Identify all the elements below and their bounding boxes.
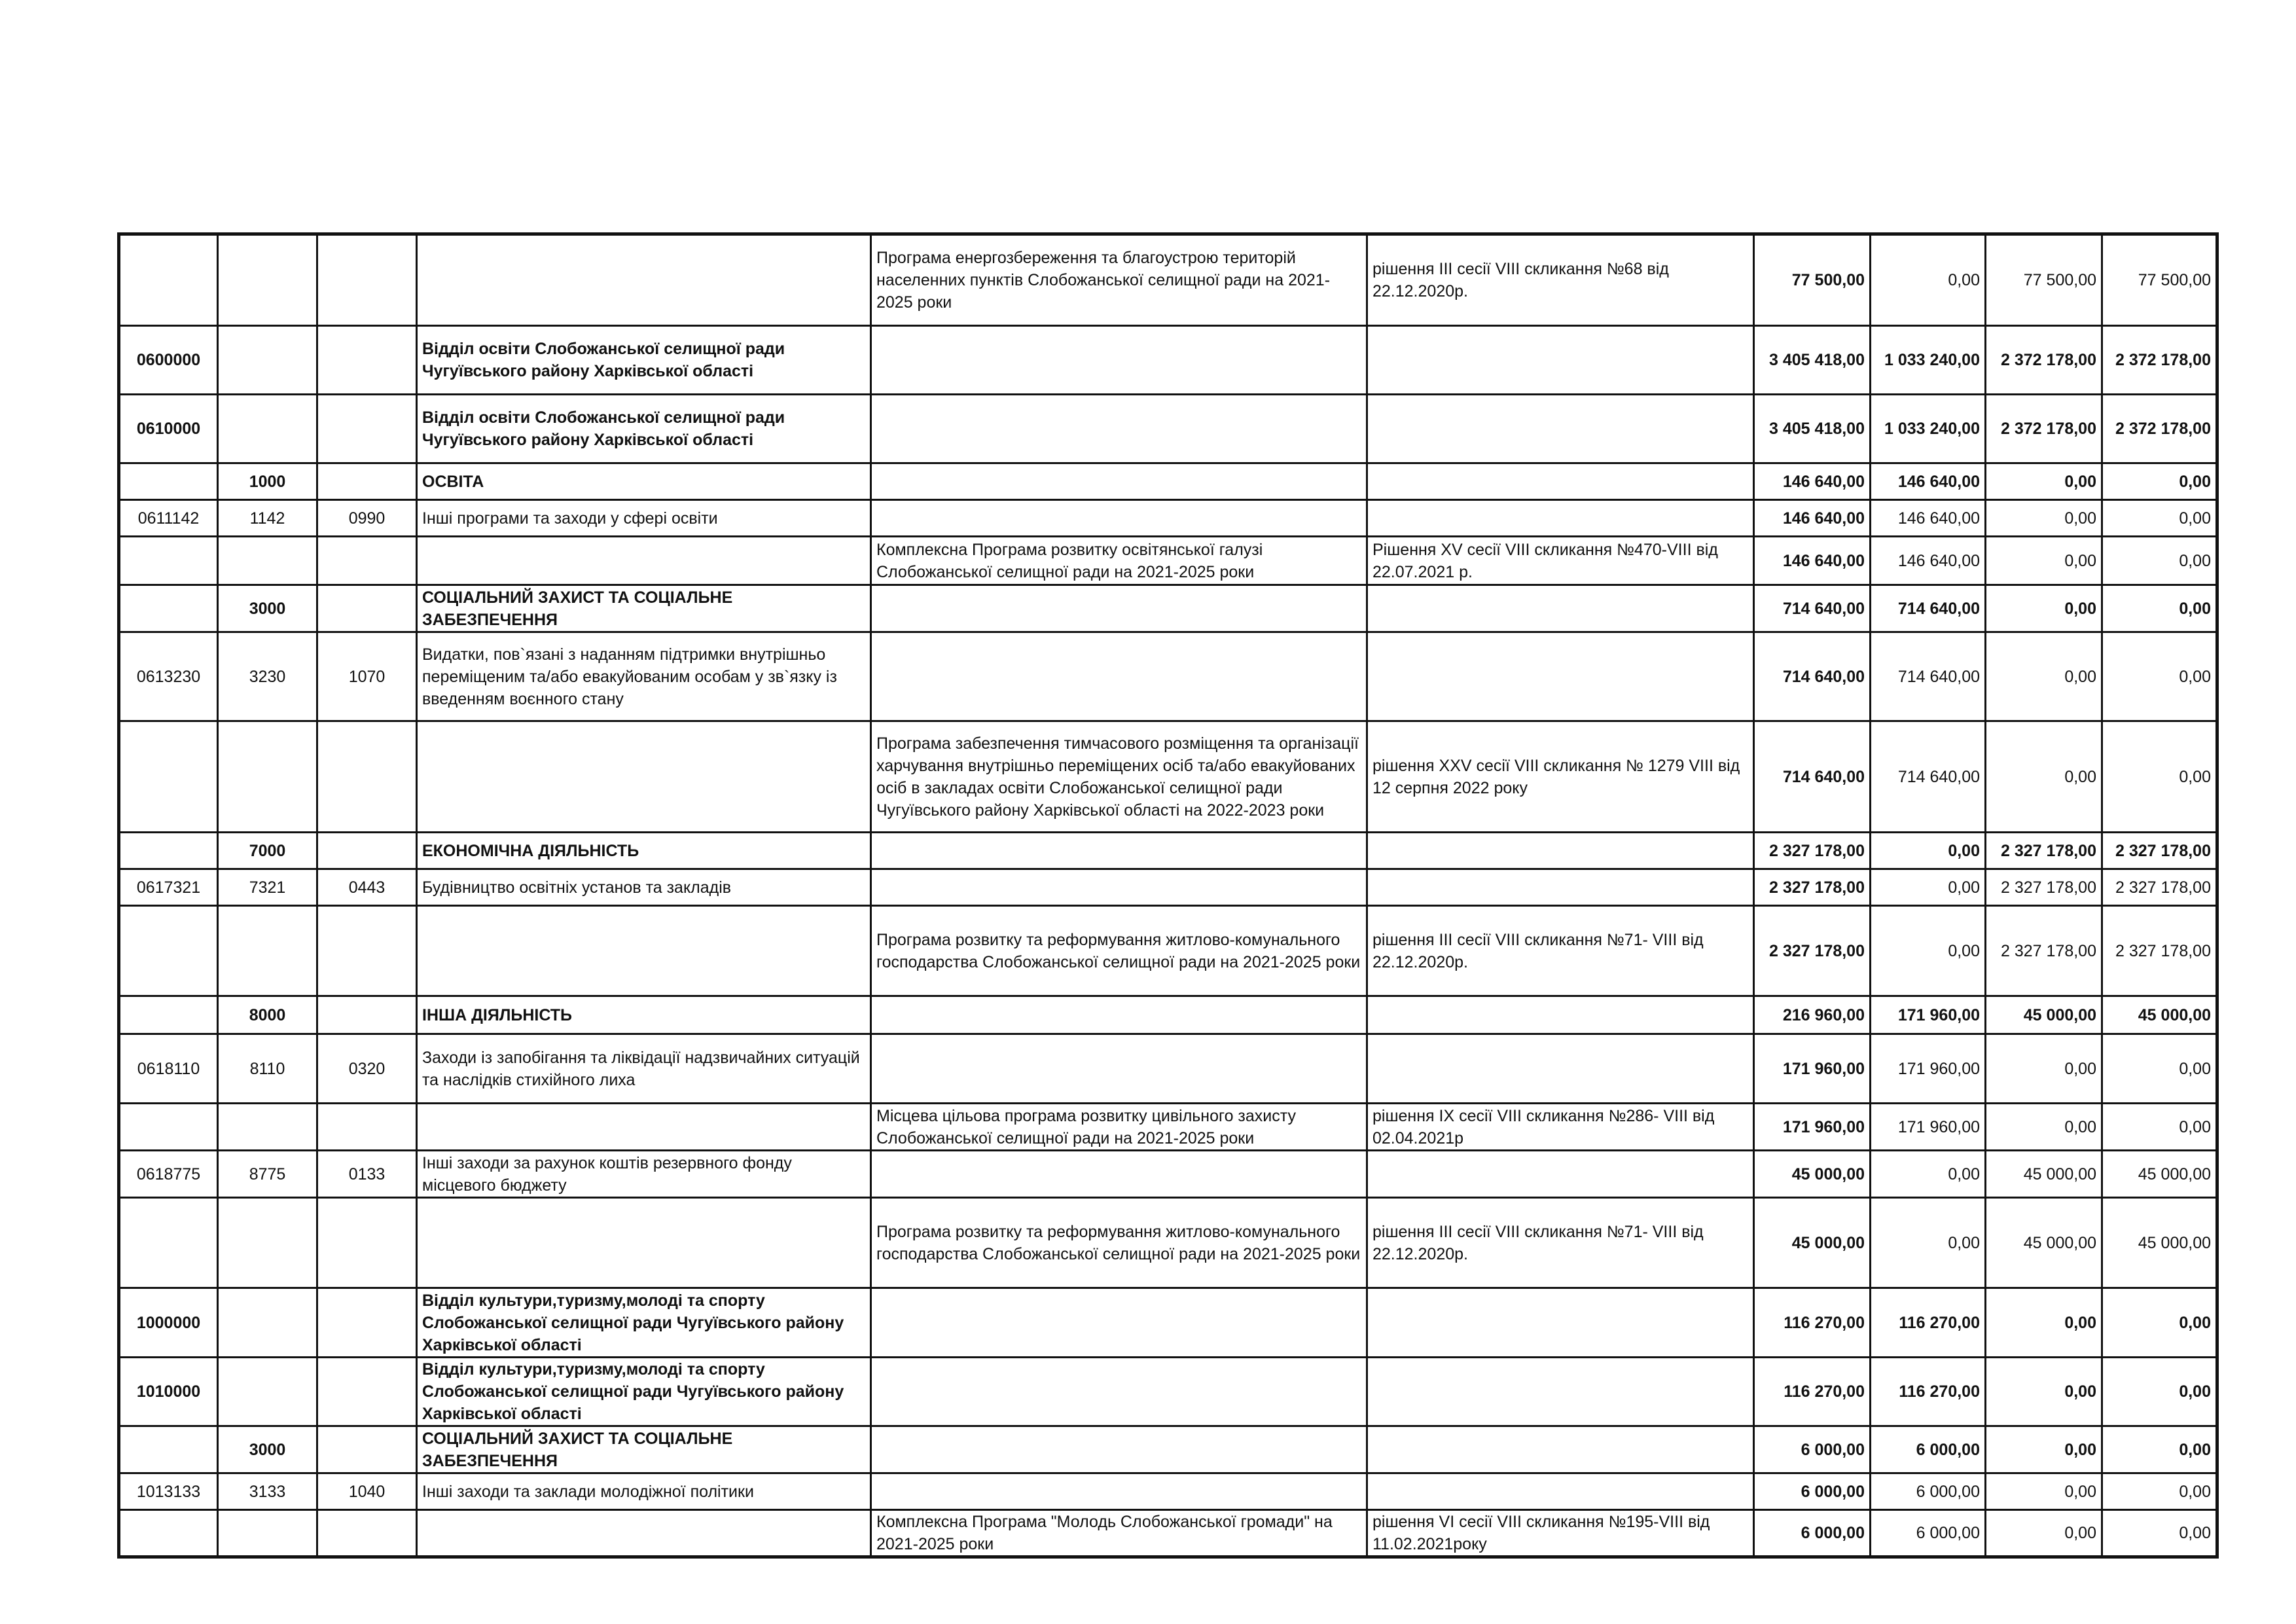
special-fund-cell: 0,00 xyxy=(1986,1426,2102,1473)
local-program-cell: Комплексна Програма "Молодь Слобожанської громади" на 2021-2025 роки xyxy=(871,1510,1367,1557)
program-name-cell: Заходи із запобігання та ліквідації надзвичайних ситуацій та наслідків стихійного лиха xyxy=(417,1034,871,1104)
table-row xyxy=(119,500,2217,537)
general-fund-cell: 0,00 xyxy=(1871,833,1986,869)
development-budget-cell: 0,00 xyxy=(2102,1473,2217,1510)
budget-programs-table xyxy=(117,232,2219,1559)
development-budget-cell: 2 327 178,00 xyxy=(2102,833,2217,869)
program-code-cell xyxy=(119,1198,218,1288)
typical-program-code-cell: 8110 xyxy=(218,1034,317,1104)
program-name-cell: Відділ культури,туризму,молоді та спорту Слобожанської селищної ради Чугуївського району Харківської області xyxy=(417,1288,871,1358)
general-fund-cell: 146 640,00 xyxy=(1871,500,1986,537)
program-name-cell xyxy=(417,1510,871,1557)
special-fund-cell: 0,00 xyxy=(1986,537,2102,585)
program-code-cell: 0611142 xyxy=(119,500,218,537)
program-name-cell: Будівництво освітніх установ та закладів xyxy=(417,869,871,906)
function-code-cell xyxy=(317,585,417,632)
special-fund-cell: 0,00 xyxy=(1986,1358,2102,1426)
general-fund-cell: 116 270,00 xyxy=(1871,1358,1986,1426)
typical-program-code-cell: 3000 xyxy=(218,585,317,632)
typical-program-code-cell xyxy=(218,1358,317,1426)
local-program-cell: Програма забезпечення тимчасового розміщення та організації харчування внутрішньо переміщених осіб та/або евакуйованих осіб в закладах освіти Слобожанської селищної ради Чугуївського району Харківської області на 2022-2023 роки xyxy=(871,721,1367,833)
local-program-cell xyxy=(871,869,1367,906)
total-amount-cell: 3 405 418,00 xyxy=(1754,326,1871,395)
function-code-cell xyxy=(317,463,417,500)
approval-document-cell: Рішення XV сесії VІІІ скликання №470-VІІІ від 22.07.2021 р. xyxy=(1367,537,1754,585)
table-row xyxy=(119,1104,2217,1151)
function-code-cell xyxy=(317,1104,417,1151)
table-row xyxy=(119,326,2217,395)
approval-document-cell: рішення ІХ сесії VІІІ скликання №286- VІІІ від 02.04.2021р xyxy=(1367,1104,1754,1151)
special-fund-cell: 45 000,00 xyxy=(1986,996,2102,1034)
local-program-cell xyxy=(871,1151,1367,1198)
local-program-cell xyxy=(871,833,1367,869)
program-name-cell xyxy=(417,721,871,833)
program-code-cell: 0600000 xyxy=(119,326,218,395)
program-code-cell xyxy=(119,537,218,585)
typical-program-code-cell xyxy=(218,906,317,996)
development-budget-cell: 45 000,00 xyxy=(2102,1151,2217,1198)
development-budget-cell: 0,00 xyxy=(2102,721,2217,833)
function-code-cell xyxy=(317,996,417,1034)
program-name-cell xyxy=(417,906,871,996)
local-program-cell: Програма розвитку та реформування житлово-комунального господарства Слобожанської селищної ради на 2021-2025 роки xyxy=(871,1198,1367,1288)
table-row xyxy=(119,395,2217,463)
approval-document-cell: рішення ІІІ сесії VІІІ скликання №71- VІІІ від 22.12.2020р. xyxy=(1367,1198,1754,1288)
program-code-cell xyxy=(119,463,218,500)
typical-program-code-cell xyxy=(218,1104,317,1151)
function-code-cell: 1070 xyxy=(317,632,417,721)
program-name-cell: ІНША ДІЯЛЬНІСТЬ xyxy=(417,996,871,1034)
total-amount-cell: 45 000,00 xyxy=(1754,1151,1871,1198)
approval-document-cell xyxy=(1367,1358,1754,1426)
general-fund-cell: 171 960,00 xyxy=(1871,996,1986,1034)
local-program-cell xyxy=(871,1288,1367,1358)
total-amount-cell: 714 640,00 xyxy=(1754,632,1871,721)
special-fund-cell: 2 327 178,00 xyxy=(1986,833,2102,869)
special-fund-cell: 2 372 178,00 xyxy=(1986,395,2102,463)
table-row xyxy=(119,1358,2217,1426)
function-code-cell: 0990 xyxy=(317,500,417,537)
typical-program-code-cell xyxy=(218,1198,317,1288)
special-fund-cell: 0,00 xyxy=(1986,632,2102,721)
special-fund-cell: 0,00 xyxy=(1986,1288,2102,1358)
general-fund-cell: 0,00 xyxy=(1871,234,1986,326)
approval-document-cell: рішення ІІІ сесії VІІІ скликання №68 від 22.12.2020р. xyxy=(1367,234,1754,326)
table-row xyxy=(119,1151,2217,1198)
development-budget-cell: 0,00 xyxy=(2102,537,2217,585)
typical-program-code-cell xyxy=(218,1510,317,1557)
local-program-cell xyxy=(871,1426,1367,1473)
special-fund-cell: 0,00 xyxy=(1986,585,2102,632)
approval-document-cell xyxy=(1367,1288,1754,1358)
program-name-cell: Інші програми та заходи у сфері освіти xyxy=(417,500,871,537)
local-program-cell xyxy=(871,1358,1367,1426)
approval-document-cell xyxy=(1367,500,1754,537)
typical-program-code-cell: 7000 xyxy=(218,833,317,869)
total-amount-cell: 171 960,00 xyxy=(1754,1104,1871,1151)
total-amount-cell: 146 640,00 xyxy=(1754,463,1871,500)
budget-table-body xyxy=(119,234,2217,1557)
program-name-cell: СОЦІАЛЬНИЙ ЗАХИСТ ТА СОЦІАЛЬНЕ ЗАБЕЗПЕЧЕННЯ xyxy=(417,1426,871,1473)
typical-program-code-cell xyxy=(218,326,317,395)
program-code-cell xyxy=(119,1104,218,1151)
total-amount-cell: 6 000,00 xyxy=(1754,1426,1871,1473)
table-row xyxy=(119,463,2217,500)
total-amount-cell: 714 640,00 xyxy=(1754,721,1871,833)
program-name-cell: Видатки, пов`язані з наданням підтримки внутрішньо переміщеним та/або евакуйованим особам у зв`язку із введенням воєнного стану xyxy=(417,632,871,721)
typical-program-code-cell: 1000 xyxy=(218,463,317,500)
table-row xyxy=(119,869,2217,906)
special-fund-cell: 2 372 178,00 xyxy=(1986,326,2102,395)
approval-document-cell xyxy=(1367,1151,1754,1198)
total-amount-cell: 116 270,00 xyxy=(1754,1288,1871,1358)
development-budget-cell: 2 327 178,00 xyxy=(2102,869,2217,906)
development-budget-cell: 0,00 xyxy=(2102,1510,2217,1557)
program-name-cell: ЕКОНОМІЧНА ДІЯЛЬНІСТЬ xyxy=(417,833,871,869)
approval-document-cell xyxy=(1367,996,1754,1034)
approval-document-cell: рішення ІІІ сесії VІІІ скликання №71- VІІІ від 22.12.2020р. xyxy=(1367,906,1754,996)
function-code-cell: 0320 xyxy=(317,1034,417,1104)
program-name-cell xyxy=(417,1104,871,1151)
development-budget-cell: 0,00 xyxy=(2102,500,2217,537)
special-fund-cell: 77 500,00 xyxy=(1986,234,2102,326)
local-program-cell xyxy=(871,463,1367,500)
general-fund-cell: 171 960,00 xyxy=(1871,1034,1986,1104)
approval-document-cell xyxy=(1367,833,1754,869)
program-code-cell: 1010000 xyxy=(119,1358,218,1426)
special-fund-cell: 45 000,00 xyxy=(1986,1151,2102,1198)
general-fund-cell: 0,00 xyxy=(1871,869,1986,906)
local-program-cell xyxy=(871,1034,1367,1104)
typical-program-code-cell: 3000 xyxy=(218,1426,317,1473)
program-code-cell xyxy=(119,585,218,632)
approval-document-cell xyxy=(1367,395,1754,463)
development-budget-cell: 45 000,00 xyxy=(2102,996,2217,1034)
function-code-cell xyxy=(317,1510,417,1557)
general-fund-cell: 1 033 240,00 xyxy=(1871,326,1986,395)
local-program-cell xyxy=(871,585,1367,632)
typical-program-code-cell: 8775 xyxy=(218,1151,317,1198)
special-fund-cell: 2 327 178,00 xyxy=(1986,869,2102,906)
development-budget-cell: 0,00 xyxy=(2102,1034,2217,1104)
development-budget-cell: 2 372 178,00 xyxy=(2102,326,2217,395)
approval-document-cell xyxy=(1367,1034,1754,1104)
function-code-cell xyxy=(317,1198,417,1288)
local-program-cell xyxy=(871,395,1367,463)
table-row xyxy=(119,1510,2217,1557)
typical-program-code-cell: 7321 xyxy=(218,869,317,906)
total-amount-cell: 6 000,00 xyxy=(1754,1473,1871,1510)
table-row xyxy=(119,585,2217,632)
development-budget-cell: 0,00 xyxy=(2102,1426,2217,1473)
local-program-cell xyxy=(871,996,1367,1034)
total-amount-cell: 6 000,00 xyxy=(1754,1510,1871,1557)
program-code-cell: 1013133 xyxy=(119,1473,218,1510)
table-row xyxy=(119,1288,2217,1358)
general-fund-cell: 0,00 xyxy=(1871,906,1986,996)
approval-document-cell xyxy=(1367,585,1754,632)
approval-document-cell xyxy=(1367,1473,1754,1510)
program-code-cell xyxy=(119,1510,218,1557)
approval-document-cell: рішення VІ сесії VІІІ скликання №195-VІІІ від 11.02.2021року xyxy=(1367,1510,1754,1557)
total-amount-cell: 146 640,00 xyxy=(1754,500,1871,537)
development-budget-cell: 0,00 xyxy=(2102,585,2217,632)
function-code-cell xyxy=(317,395,417,463)
local-program-cell: Програма розвитку та реформування житлово-комунального господарства Слобожанської селищної ради на 2021-2025 роки xyxy=(871,906,1367,996)
approval-document-cell xyxy=(1367,632,1754,721)
approval-document-cell: рішення XXV сесії VIII скликання № 1279 VIII від 12 серпня 2022 року xyxy=(1367,721,1754,833)
program-name-cell xyxy=(417,1198,871,1288)
table-row xyxy=(119,833,2217,869)
function-code-cell xyxy=(317,906,417,996)
approval-document-cell xyxy=(1367,463,1754,500)
typical-program-code-cell xyxy=(218,721,317,833)
total-amount-cell: 714 640,00 xyxy=(1754,585,1871,632)
function-code-cell xyxy=(317,1358,417,1426)
general-fund-cell: 146 640,00 xyxy=(1871,463,1986,500)
program-name-cell: Відділ культури,туризму,молоді та спорту Слобожанської селищної ради Чугуївського району Харківської області xyxy=(417,1358,871,1426)
general-fund-cell: 146 640,00 xyxy=(1871,537,1986,585)
program-code-cell xyxy=(119,996,218,1034)
development-budget-cell: 0,00 xyxy=(2102,632,2217,721)
program-code-cell: 0618775 xyxy=(119,1151,218,1198)
total-amount-cell: 171 960,00 xyxy=(1754,1034,1871,1104)
typical-program-code-cell: 3133 xyxy=(218,1473,317,1510)
table-row xyxy=(119,234,2217,326)
general-fund-cell: 6 000,00 xyxy=(1871,1473,1986,1510)
function-code-cell xyxy=(317,833,417,869)
special-fund-cell: 0,00 xyxy=(1986,1104,2102,1151)
table-row xyxy=(119,1198,2217,1288)
special-fund-cell: 0,00 xyxy=(1986,1473,2102,1510)
program-code-cell xyxy=(119,721,218,833)
general-fund-cell: 714 640,00 xyxy=(1871,721,1986,833)
program-name-cell: Інші заходи та заклади молодіжної політики xyxy=(417,1473,871,1510)
function-code-cell: 0443 xyxy=(317,869,417,906)
table-row xyxy=(119,1426,2217,1473)
program-name-cell: Інші заходи за рахунок коштів резервного фонду місцевого бюджету xyxy=(417,1151,871,1198)
table-row xyxy=(119,1034,2217,1104)
total-amount-cell: 3 405 418,00 xyxy=(1754,395,1871,463)
special-fund-cell: 0,00 xyxy=(1986,1510,2102,1557)
typical-program-code-cell xyxy=(218,537,317,585)
development-budget-cell: 77 500,00 xyxy=(2102,234,2217,326)
development-budget-cell: 0,00 xyxy=(2102,463,2217,500)
development-budget-cell: 2 372 178,00 xyxy=(2102,395,2217,463)
program-name-cell xyxy=(417,537,871,585)
special-fund-cell: 0,00 xyxy=(1986,1034,2102,1104)
general-fund-cell: 171 960,00 xyxy=(1871,1104,1986,1151)
special-fund-cell: 0,00 xyxy=(1986,721,2102,833)
total-amount-cell: 146 640,00 xyxy=(1754,537,1871,585)
total-amount-cell: 2 327 178,00 xyxy=(1754,869,1871,906)
local-program-cell xyxy=(871,1473,1367,1510)
total-amount-cell: 2 327 178,00 xyxy=(1754,906,1871,996)
total-amount-cell: 45 000,00 xyxy=(1754,1198,1871,1288)
approval-document-cell xyxy=(1367,326,1754,395)
special-fund-cell: 45 000,00 xyxy=(1986,1198,2102,1288)
local-program-cell: Програма енергозбереження та благоустрою територій населенних пунктів Слобожанської селищної ради на 2021-2025 роки xyxy=(871,234,1367,326)
development-budget-cell: 0,00 xyxy=(2102,1104,2217,1151)
program-code-cell: 0613230 xyxy=(119,632,218,721)
special-fund-cell: 2 327 178,00 xyxy=(1986,906,2102,996)
function-code-cell xyxy=(317,721,417,833)
general-fund-cell: 0,00 xyxy=(1871,1151,1986,1198)
program-code-cell: 1000000 xyxy=(119,1288,218,1358)
function-code-cell xyxy=(317,234,417,326)
program-code-cell: 0617321 xyxy=(119,869,218,906)
program-code-cell xyxy=(119,906,218,996)
program-name-cell: ОСВІТА xyxy=(417,463,871,500)
typical-program-code-cell: 3230 xyxy=(218,632,317,721)
budget-table-wrapper xyxy=(117,232,2219,1559)
program-name-cell: Відділ освіти Слобожанської селищної ради Чугуївського району Харківської області xyxy=(417,395,871,463)
general-fund-cell: 1 033 240,00 xyxy=(1871,395,1986,463)
function-code-cell: 0133 xyxy=(317,1151,417,1198)
program-name-cell xyxy=(417,234,871,326)
program-code-cell xyxy=(119,1426,218,1473)
general-fund-cell: 0,00 xyxy=(1871,1198,1986,1288)
special-fund-cell: 0,00 xyxy=(1986,463,2102,500)
program-code-cell: 0610000 xyxy=(119,395,218,463)
table-row xyxy=(119,537,2217,585)
program-code-cell xyxy=(119,234,218,326)
general-fund-cell: 116 270,00 xyxy=(1871,1288,1986,1358)
general-fund-cell: 6 000,00 xyxy=(1871,1426,1986,1473)
total-amount-cell: 116 270,00 xyxy=(1754,1358,1871,1426)
program-name-cell: Відділ освіти Слобожанської селищної ради Чугуївського району Харківської області xyxy=(417,326,871,395)
typical-program-code-cell: 8000 xyxy=(218,996,317,1034)
table-row xyxy=(119,632,2217,721)
total-amount-cell: 77 500,00 xyxy=(1754,234,1871,326)
local-program-cell xyxy=(871,632,1367,721)
special-fund-cell: 0,00 xyxy=(1986,500,2102,537)
local-program-cell xyxy=(871,326,1367,395)
approval-document-cell xyxy=(1367,869,1754,906)
general-fund-cell: 714 640,00 xyxy=(1871,632,1986,721)
program-code-cell xyxy=(119,833,218,869)
function-code-cell xyxy=(317,326,417,395)
function-code-cell xyxy=(317,537,417,585)
development-budget-cell: 0,00 xyxy=(2102,1358,2217,1426)
development-budget-cell: 0,00 xyxy=(2102,1288,2217,1358)
local-program-cell: Місцева цільова програма розвитку цивільного захисту Слобожанської селищної ради на 2021-2025 роки xyxy=(871,1104,1367,1151)
local-program-cell: Комплексна Програма розвитку освітянської галузі Слобожанської селищної ради на 2021-2025 роки xyxy=(871,537,1367,585)
approval-document-cell xyxy=(1367,1426,1754,1473)
table-row xyxy=(119,721,2217,833)
total-amount-cell: 2 327 178,00 xyxy=(1754,833,1871,869)
typical-program-code-cell: 1142 xyxy=(218,500,317,537)
table-row xyxy=(119,906,2217,996)
general-fund-cell: 6 000,00 xyxy=(1871,1510,1986,1557)
general-fund-cell: 714 640,00 xyxy=(1871,585,1986,632)
program-code-cell: 0618110 xyxy=(119,1034,218,1104)
local-program-cell xyxy=(871,500,1367,537)
total-amount-cell: 216 960,00 xyxy=(1754,996,1871,1034)
table-row xyxy=(119,996,2217,1034)
table-row xyxy=(119,1473,2217,1510)
development-budget-cell: 2 327 178,00 xyxy=(2102,906,2217,996)
program-name-cell: СОЦІАЛЬНИЙ ЗАХИСТ ТА СОЦІАЛЬНЕ ЗАБЕЗПЕЧЕННЯ xyxy=(417,585,871,632)
typical-program-code-cell xyxy=(218,234,317,326)
function-code-cell xyxy=(317,1426,417,1473)
function-code-cell: 1040 xyxy=(317,1473,417,1510)
typical-program-code-cell xyxy=(218,395,317,463)
development-budget-cell: 45 000,00 xyxy=(2102,1198,2217,1288)
function-code-cell xyxy=(317,1288,417,1358)
typical-program-code-cell xyxy=(218,1288,317,1358)
